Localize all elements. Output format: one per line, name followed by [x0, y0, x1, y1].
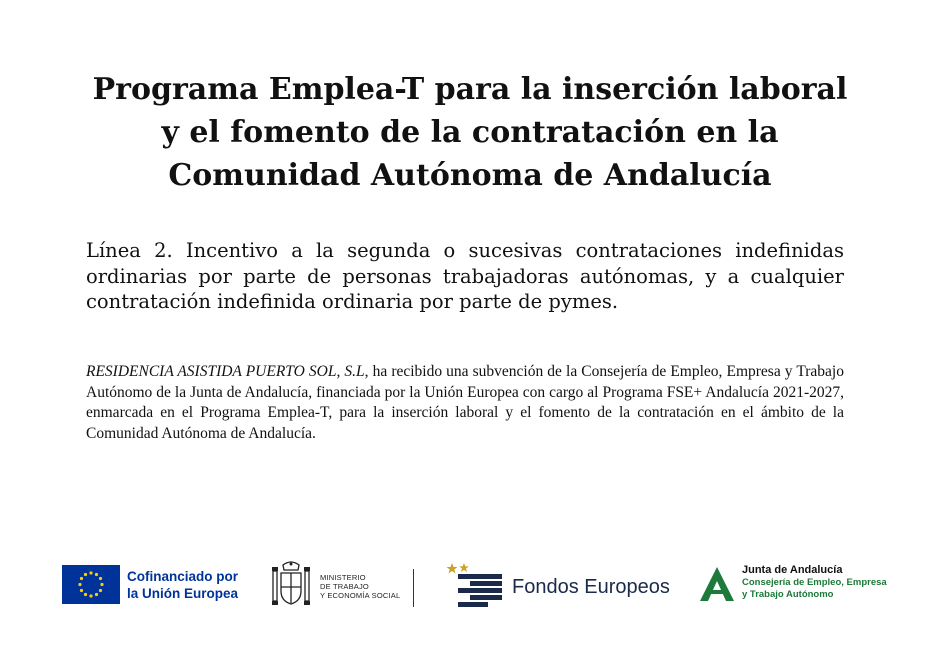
- ministerio-line-2: DE TRABAJO: [320, 582, 369, 591]
- fondos-europeos-text: Fondos Europeos: [512, 576, 670, 598]
- junta-dept-line-2: y Trabajo Autónomo: [742, 589, 834, 600]
- company-name: RESIDENCIA ASISTIDA PUERTO SOL, S.L: [86, 363, 365, 380]
- ministerio-divider: [413, 569, 414, 607]
- fondos-europeos-icon: [444, 561, 506, 609]
- ministerio-line-3: Y ECONOMÍA SOCIAL: [320, 591, 401, 600]
- eu-flag-icon: [62, 565, 120, 604]
- junta-text: [742, 563, 887, 601]
- subsidy-statement: [86, 362, 844, 444]
- ministerio-line-1: MINISTERIO: [320, 573, 366, 582]
- eu-logo-text: [127, 568, 257, 602]
- logo-strip: [0, 555, 940, 615]
- line-description: Línea 2. Incentivo a la segunda o sucesivas contrataciones indefinidas ordinarias por parte de personas trabajadoras autónomas, y a cualquier contratación indefinida ordinaria por parte de pymes.: [86, 239, 844, 313]
- junta-name: Junta de Andalucía: [742, 564, 843, 576]
- fondos-europeos-logo: [444, 561, 674, 611]
- spain-crest-icon: [268, 559, 314, 609]
- ministerio-text: [320, 573, 400, 600]
- junta-dept-line-1: Consejería de Empleo, Empresa: [742, 577, 887, 588]
- ministerio-logo: [268, 559, 418, 611]
- page-title: Programa Emplea-T para la inserción laboral y el fomento de la contratación en la Comunidad Autónoma de Andalucía: [92, 72, 848, 193]
- eu-line-1: Cofinanciado por: [127, 569, 238, 584]
- junta-andalucia-icon: [698, 565, 736, 603]
- junta-andalucia-logo: [698, 563, 898, 609]
- eu-line-2: la Unión Europea: [127, 586, 239, 601]
- subsidy-text: , ha recibido una subvención de la Consejería de Empleo, Empresa y Trabajo Autónomo de la Junta de Andalucía, financiada por la Unión Europea con cargo al Programa FSE+ Andalucía 2021-2027, enmarcada en el Programa Emplea-T, para la inserción laboral y el fomento de la contratación en el ámbito de la Comunidad Autónoma de Andalucía.: [86, 363, 844, 442]
